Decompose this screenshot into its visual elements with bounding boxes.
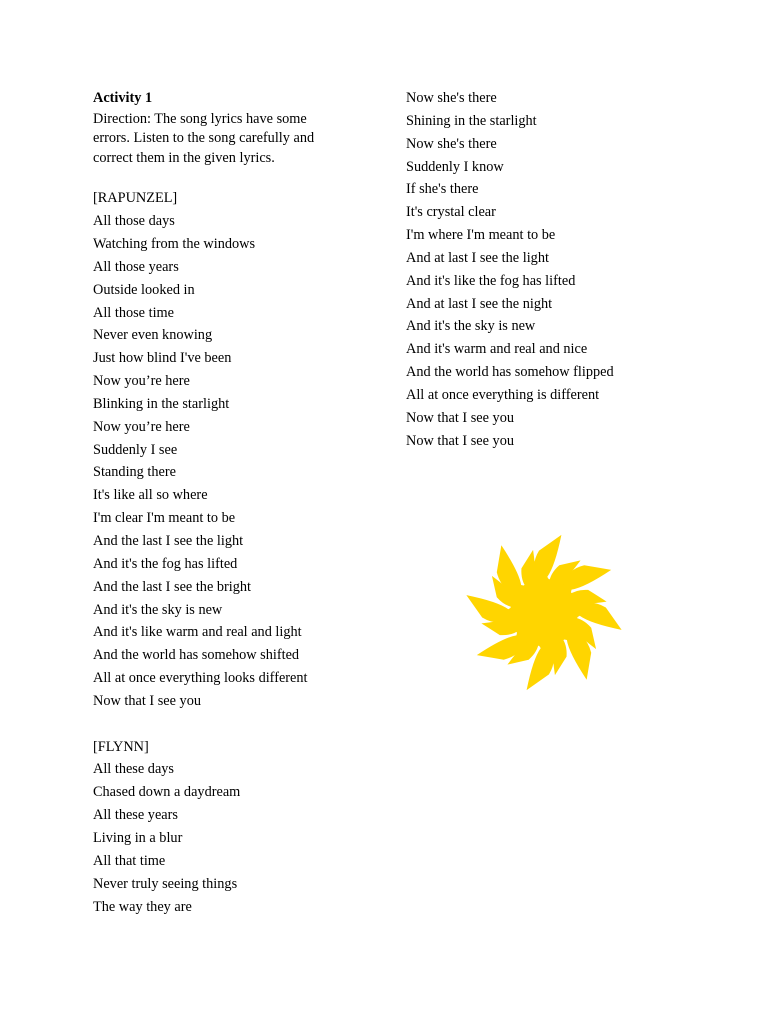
lyric-line: And the world has somehow flipped <box>406 364 614 381</box>
lyric-line: The way they are <box>93 898 192 915</box>
lyric-line: All those days <box>93 213 175 230</box>
lyric-line: All these days <box>93 761 174 778</box>
lyric-line: Just how blind I've been <box>93 350 232 367</box>
lyric-line: And it's the fog has lifted <box>93 555 238 572</box>
lyric-line: All at once everything looks different <box>93 670 308 687</box>
lyric-line: All these years <box>93 807 178 824</box>
lyric-line: Now that I see you <box>93 692 201 709</box>
lyric-line: All those time <box>93 304 175 321</box>
lyric-line: Chased down a daydream <box>93 784 241 801</box>
rapunzel-header: [RAPUNZEL] <box>93 190 178 207</box>
lyric-line: And it's the sky is new <box>406 318 536 335</box>
lyric-line: Standing there <box>93 464 176 481</box>
lyric-line: Now she's there <box>406 90 497 106</box>
lyric-line: Never truly seeing things <box>93 875 238 892</box>
lyric-line: Now she's there <box>406 135 497 152</box>
lyric-line: And it's like warm and real and light <box>93 624 302 641</box>
flynn-lyrics <box>93 758 383 918</box>
lyric-line: And at last I see the night <box>406 295 553 312</box>
lyric-line: Outside looked in <box>93 281 195 298</box>
flynn-header: [FLYNN] <box>93 738 149 755</box>
left-column <box>93 87 383 918</box>
lyric-line: And the world has somehow shifted <box>93 647 300 664</box>
lyric-line: And it's like the fog has lifted <box>406 272 576 289</box>
lyric-line: Suddenly I know <box>406 158 504 175</box>
lyric-line: All that time <box>93 852 166 869</box>
lyric-line: All at once everything is different <box>406 386 600 403</box>
lyric-line: And the last I see the light <box>93 533 244 549</box>
lyric-line: And it's the sky is new <box>93 601 223 618</box>
lyric-line: Shining in the starlight <box>406 112 537 129</box>
lyric-line: And the last I see the bright <box>93 578 252 595</box>
lyric-line: Living in a blur <box>93 829 183 846</box>
lyric-line: Now you’re here <box>93 373 190 390</box>
lyric-line: Watching from the windows <box>93 236 256 253</box>
section-spacer <box>93 713 383 736</box>
lyric-line: All those years <box>93 258 179 275</box>
lyric-line: Suddenly I see <box>93 441 178 458</box>
rapunzel-lyrics <box>93 210 383 713</box>
right-column <box>406 87 706 453</box>
activity-direction: Direction: The song lyrics have some errors. Listen to the song carefully and correct them in the given lyrics. <box>93 110 315 166</box>
sun-disc <box>510 579 578 647</box>
lyric-line: It's crystal clear <box>406 204 496 221</box>
lyric-line: I'm clear I'm meant to be <box>93 510 236 527</box>
lyric-line: And it's warm and real and nice <box>406 341 588 358</box>
sun-icon <box>460 530 628 695</box>
lyric-line: Now you’re here <box>93 418 190 435</box>
lyric-line: If she's there <box>406 181 479 198</box>
activity-title: Activity 1 <box>93 90 153 106</box>
lyric-line: It's like all so where <box>93 487 208 504</box>
lyric-line: Now that I see you <box>406 432 514 449</box>
lyric-line: Blinking in the starlight <box>93 395 230 412</box>
lyric-line: Never even knowing <box>93 327 213 344</box>
lyric-line: And at last I see the light <box>406 249 549 266</box>
lyric-line: I'm where I'm meant to be <box>406 227 556 244</box>
lyric-line: Now that I see you <box>406 409 514 426</box>
